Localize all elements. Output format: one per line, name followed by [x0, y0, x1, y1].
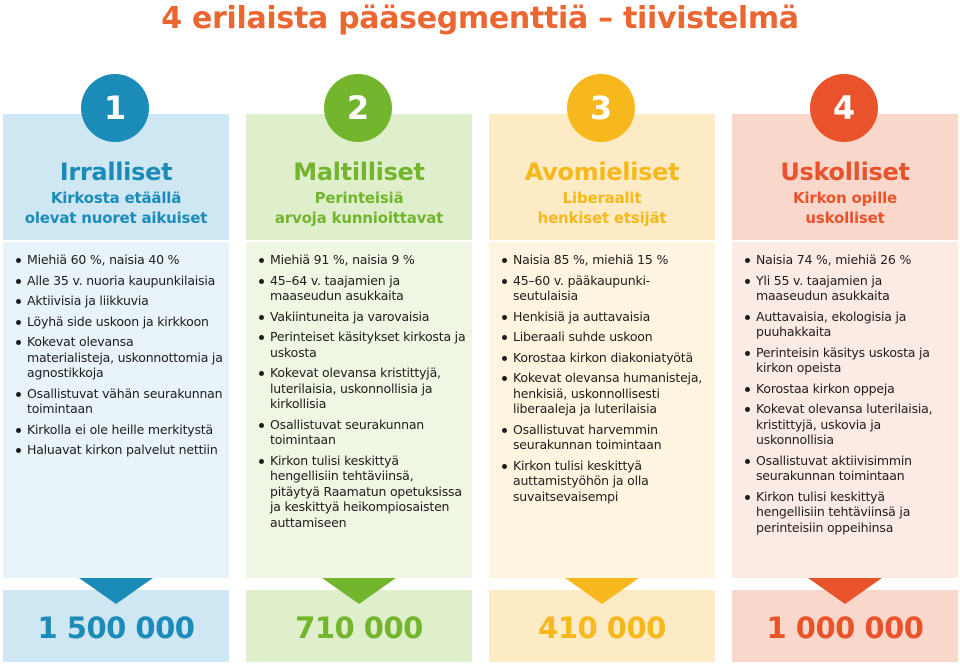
segment-body [246, 242, 472, 578]
segment-subtitle-line-2: olevat nuoret aikuiset [24, 209, 208, 227]
segment-count: 410 000 [489, 590, 715, 662]
down-arrow-icon [79, 578, 153, 604]
segment-column-1 [3, 74, 229, 662]
bullet-item: Osallistuvat aktiivisimmin seurakunnan toimintaan [744, 453, 952, 484]
segment-count: 1 000 000 [732, 590, 958, 662]
bullet-item: Perinteiset käsitykset kirkosta ja uskosta [258, 329, 466, 360]
segment-name: Maltilliset [293, 158, 425, 186]
segment-subtitle-line-2: henkiset etsijät [537, 209, 667, 227]
segment-subtitle-line-1: Perinteisiä [314, 189, 404, 207]
bullet-item: Kokevat olevansa kristittyjä, luterilaisia, uskonnollisia ja kirkollisia [258, 365, 466, 412]
segment-subtitle-line-2: uskolliset [805, 209, 885, 227]
down-arrow-icon [322, 578, 396, 604]
bullet-list [744, 252, 952, 535]
segment-column-2 [246, 74, 472, 662]
bullet-item: Osallistuvat harvemmin seurakunnan toimintaan [501, 422, 709, 453]
bullet-item: Osallistuvat seurakunnan toimintaan [258, 417, 466, 448]
page-title: 4 erilaista pääsegmenttiä – tiivistelmä [161, 1, 799, 36]
segment-number-badge: 3 [567, 74, 635, 142]
bullet-item: Auttavaisia, ekologisia ja puuhakkaita [744, 309, 952, 340]
bullet-item: Miehiä 60 %, naisia 40 % [15, 252, 223, 268]
segment-name: Irralliset [59, 158, 173, 186]
bullet-item: Miehiä 91 %, naisia 9 % [258, 252, 466, 268]
segment-count: 710 000 [246, 590, 472, 662]
segment-number-badge: 1 [81, 74, 149, 142]
bullet-item: Liberaali suhde uskoon [501, 329, 709, 345]
bullet-item: Kokevat olevansa materialisteja, uskonnottomia ja agnostikkoja [15, 334, 223, 381]
bullet-item: Löyhä side uskoon ja kirkkoon [15, 314, 223, 330]
bullet-list [15, 252, 223, 458]
segment-body [732, 242, 958, 578]
down-arrow-icon [565, 578, 639, 604]
segment-number-badge: 4 [810, 74, 878, 142]
bullet-item: Yli 55 v. taajamien ja maaseudun asukkaita [744, 273, 952, 304]
bullet-item: Naisia 85 %, miehiä 15 % [501, 252, 709, 268]
bullet-item: Kokevat olevansa luterilaisia, kristittyjä, uskovia ja uskonnollisia [744, 401, 952, 448]
segment-column-4 [732, 74, 958, 662]
bullet-item: Aktiivisia ja liikkuvia [15, 293, 223, 309]
segment-column-3 [489, 74, 715, 662]
bullet-item: Vakiintuneita ja varovaisia [258, 309, 466, 325]
bullet-item: Kirkolla ei ole heille merkitystä [15, 422, 223, 438]
bullet-item: Korostaa kirkon oppeja [744, 381, 952, 397]
segment-subtitle-line-1: Kirkon opille [793, 189, 897, 207]
bullet-item: Osallistuvat vähän seurakunnan toimintaan [15, 386, 223, 417]
bullet-item: Kirkon tulisi keskittyä auttamistyöhön ja olla suvaitsevaisempi [501, 458, 709, 505]
segment-subtitle-line-1: Kirkosta etäällä [50, 189, 182, 207]
segment-name: Uskolliset [780, 158, 910, 186]
bullet-item: Kirkon tulisi keskittyä hengellisiin tehtäviinsä ja perinteisiin oppeihinsa [744, 489, 952, 536]
bullet-item: Henkisiä ja auttavaisia [501, 309, 709, 325]
down-arrow-icon [808, 578, 882, 604]
segment-subtitle-line-1: Liberaalit [562, 189, 642, 207]
bullet-item: Kirkon tulisi keskittyä hengellisiin tehtäviinsä, pitäytyä Raamatun opetuksissa ja keskittyä heikompiosaisten auttamiseen [258, 453, 466, 531]
segment-count: 1 500 000 [3, 590, 229, 662]
bullet-item: Haluavat kirkon palvelut nettiin [15, 442, 223, 458]
segment-body [489, 242, 715, 578]
bullet-list [501, 252, 709, 504]
bullet-item: Kokevat olevansa humanisteja, henkisiä, uskonnollisesti liberaaleja ja luterilaisia [501, 370, 709, 417]
segment-number-badge: 2 [324, 74, 392, 142]
bullet-item: 45–60 v. pääkaupunki-seutulaisia [501, 273, 709, 304]
segment-name: Avomieliset [524, 158, 680, 186]
bullet-list [258, 252, 466, 530]
segment-body [3, 242, 229, 578]
bullet-item: Naisia 74 %, miehiä 26 % [744, 252, 952, 268]
bullet-item: 45–64 v. taajamien ja maaseudun asukkaita [258, 273, 466, 304]
bullet-item: Perinteisin käsitys uskosta ja kirkon opeista [744, 345, 952, 376]
segment-subtitle-line-2: arvoja kunnioittavat [274, 209, 444, 227]
bullet-item: Alle 35 v. nuoria kaupunkilaisia [15, 273, 223, 289]
bullet-item: Korostaa kirkon diakoniatyötä [501, 350, 709, 366]
